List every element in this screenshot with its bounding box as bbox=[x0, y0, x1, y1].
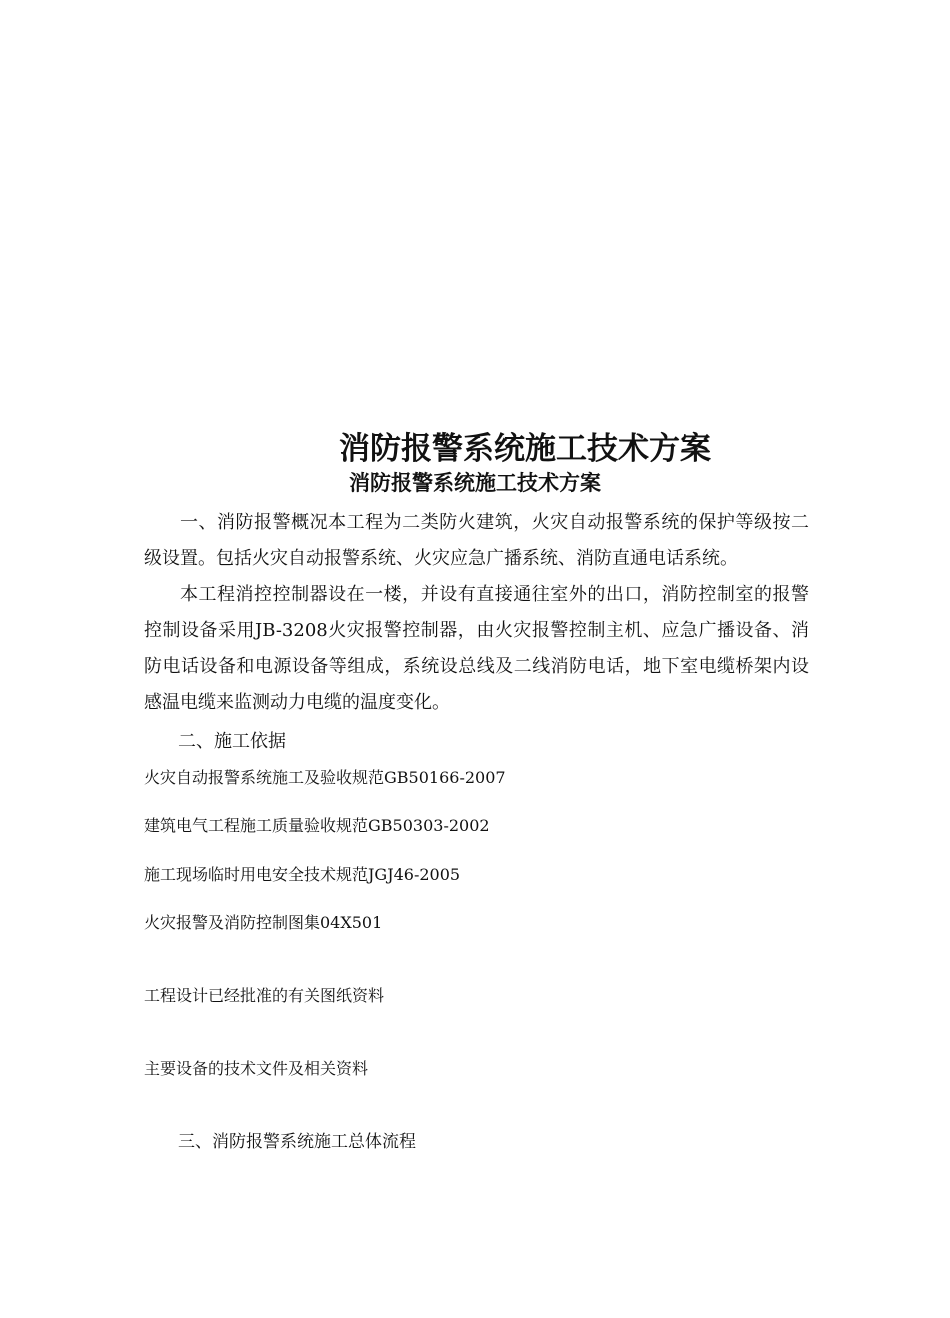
overview-paragraph: 一、消防报警概况本工程为二类防火建筑，火灾自动报警系统的保护等级按二级设置。包括火灾自动报警系统、火灾应急广播系统、消防直通电话系统。 bbox=[144, 512, 809, 569]
reference-item: 火灾自动报警系统施工及验收规范GB50166-2007 bbox=[144, 768, 506, 787]
reference-item: 火灾报警及消防控制图集04X501 bbox=[144, 913, 383, 932]
reference-item: 主要设备的技术文件及相关资料 bbox=[144, 1059, 369, 1078]
section-heading-process: 三、消防报警系统施工总体流程 bbox=[178, 1132, 416, 1152]
reference-item: 建筑电气工程施工质量验收规范GB50303-2002 bbox=[144, 816, 490, 835]
control-room-paragraph: 本工程消控控制器设在一楼，并设有直接通往室外的出口，消防控制室的报警控制设备采用JB-3208火灾报警控制器，由火灾报警控制主机、应急广播设备、消防电话设备和电源设备等组成，系统设总线及二线消防电话，地下室电缆桥架内设感温电缆来监测动力电缆的温度变化。 bbox=[144, 584, 809, 713]
section-heading-basis: 二、施工依据 bbox=[178, 731, 286, 752]
document-subtitle: 消防报警系统施工技术方案 bbox=[349, 470, 601, 495]
reference-item: 施工现场临时用电安全技术规范JGJ46-2005 bbox=[144, 865, 461, 884]
reference-item: 工程设计已经批准的有关图纸资料 bbox=[144, 986, 385, 1005]
document-title: 消防报警系统施工技术方案 bbox=[339, 431, 711, 467]
